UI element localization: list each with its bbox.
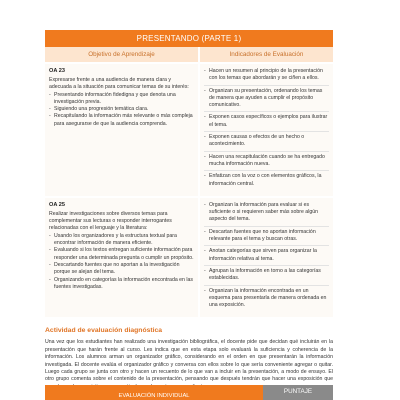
section-banner (45, 30, 333, 47)
objective-intro: Realizar investigaciones sobre diversos temas para complementar sus lecturas o responder interrogantes relacionadas con el lenguaje y la literatura: (49, 210, 172, 232)
indicator-list (204, 202, 329, 312)
objective-code: OA 23 (49, 68, 65, 74)
indicator-item: - Organizan su presentación, ordenando los temas de manera que ayuden a cumplir el propósito comunicativo. (204, 88, 329, 113)
score-label: PUNTAJE (263, 385, 333, 400)
indicator-item: - Organizan la información para evaluar si es suficiente o si requieren saber más sobre algún aspecto del tema. (204, 202, 329, 227)
indicator-item: - Hacen una recapitulación cuando se ha entregado mucha información nueva. (204, 154, 329, 172)
evaluation-title: Actividad de evaluación diagnóstica (45, 327, 163, 335)
objective-item: - Descartando fuentes que no aportan a la investigación porque se alejan del tema. (49, 262, 194, 277)
indicator-item: - Organizan la información encontrada en un esquema para presentarla de manera ordenada en una exposición. (204, 288, 329, 312)
objective-cell (45, 198, 198, 318)
indicator-item: - Agrupan la información en torno a las categorías establecidas. (204, 268, 329, 286)
objective-list (49, 233, 194, 291)
objective-list (49, 92, 194, 128)
indicators-cell (200, 198, 333, 318)
objective-item: - Evaluando si los textos entregan suficiente información para responder una determinada pregunta o cumplir un propósito. (49, 247, 194, 262)
indicator-item: - Descartan fuentes que no aportan información relevante para el tema y buscan otras. (204, 229, 329, 247)
indicator-item: - Exponen casos específicos o ejemplos para ilustrar el tema. (204, 114, 329, 132)
objective-cell (45, 64, 198, 196)
indicator-item: - Enfatizan con la voz o con elementos gráficos, la información central. (204, 173, 329, 190)
objective-item: - Usando los organizadores y la estructura textual para encontrar información de manera eficiente. (49, 233, 194, 248)
individual-evaluation-label: EVALUACIÓN INDIVIDUAL (45, 385, 263, 400)
objective-item: - Organizando en categorías la información encontrada en las fuentes investigadas. (49, 277, 194, 292)
table-row (45, 198, 333, 318)
indicator-list (204, 68, 329, 190)
table-header (45, 47, 333, 62)
banner-title: PRESENTANDO (PARTE 1) (136, 34, 242, 43)
objective-item: - Siguiendo una progresión temática clara. (49, 106, 194, 113)
scoring-table-header (45, 385, 333, 400)
indicators-cell (200, 64, 333, 196)
objective-item: - Presentando información fidedigna y que denota una investigación previa. (49, 92, 194, 107)
indicator-item: - Exponen causas o efectos de un hecho o acontecimiento. (204, 134, 329, 152)
objective-item: - Recapitulando la información más relevante o más compleja para asegurarse de que la audiencia comprenda. (49, 113, 194, 128)
objective-code: OA 25 (49, 201, 65, 208)
table-row (45, 64, 333, 196)
indicator-item: - Hacen un resumen al principio de la presentación con los temas que abordarán y se ciñen a ellos. (204, 68, 329, 86)
indicator-item: - Anotan categorías que sirven para organizar la información relativa al tema. (204, 248, 329, 266)
indicators-column-header: Indicadores de Evaluación (200, 47, 333, 62)
objective-intro: Expresarse frente a una audiencia de manera clara y adecuada a la situación para comunicar temas de su interés: (49, 77, 189, 91)
evaluation-text: Una vez que los estudiantes han realizado una investigación bibliográfica, el docente pide que decidan qué incluirán en la presentación que harán frente al curso. Les indica que en esta etapa solo evaluará la suficiencia y coherencia de la información. Los alumnos arman un organizador gráfico, considerando en el orden en que presentarán la información investigada. El docente evalúa el organizador gráfico y conversa con ellos sobre lo que sería conveniente agregar o quitar. Luego cada grupo se junta con otro y hacen un recuento de lo que van a incluir en la presentación, a modo de ensayo. El otro grupo comenta sobre el contenido de la presentación, pensando que después tendrán que hacer una exposición que (45, 339, 333, 383)
objective-column-header: Objetivo de Aprendizaje (45, 47, 198, 62)
evaluation-page (45, 30, 333, 391)
